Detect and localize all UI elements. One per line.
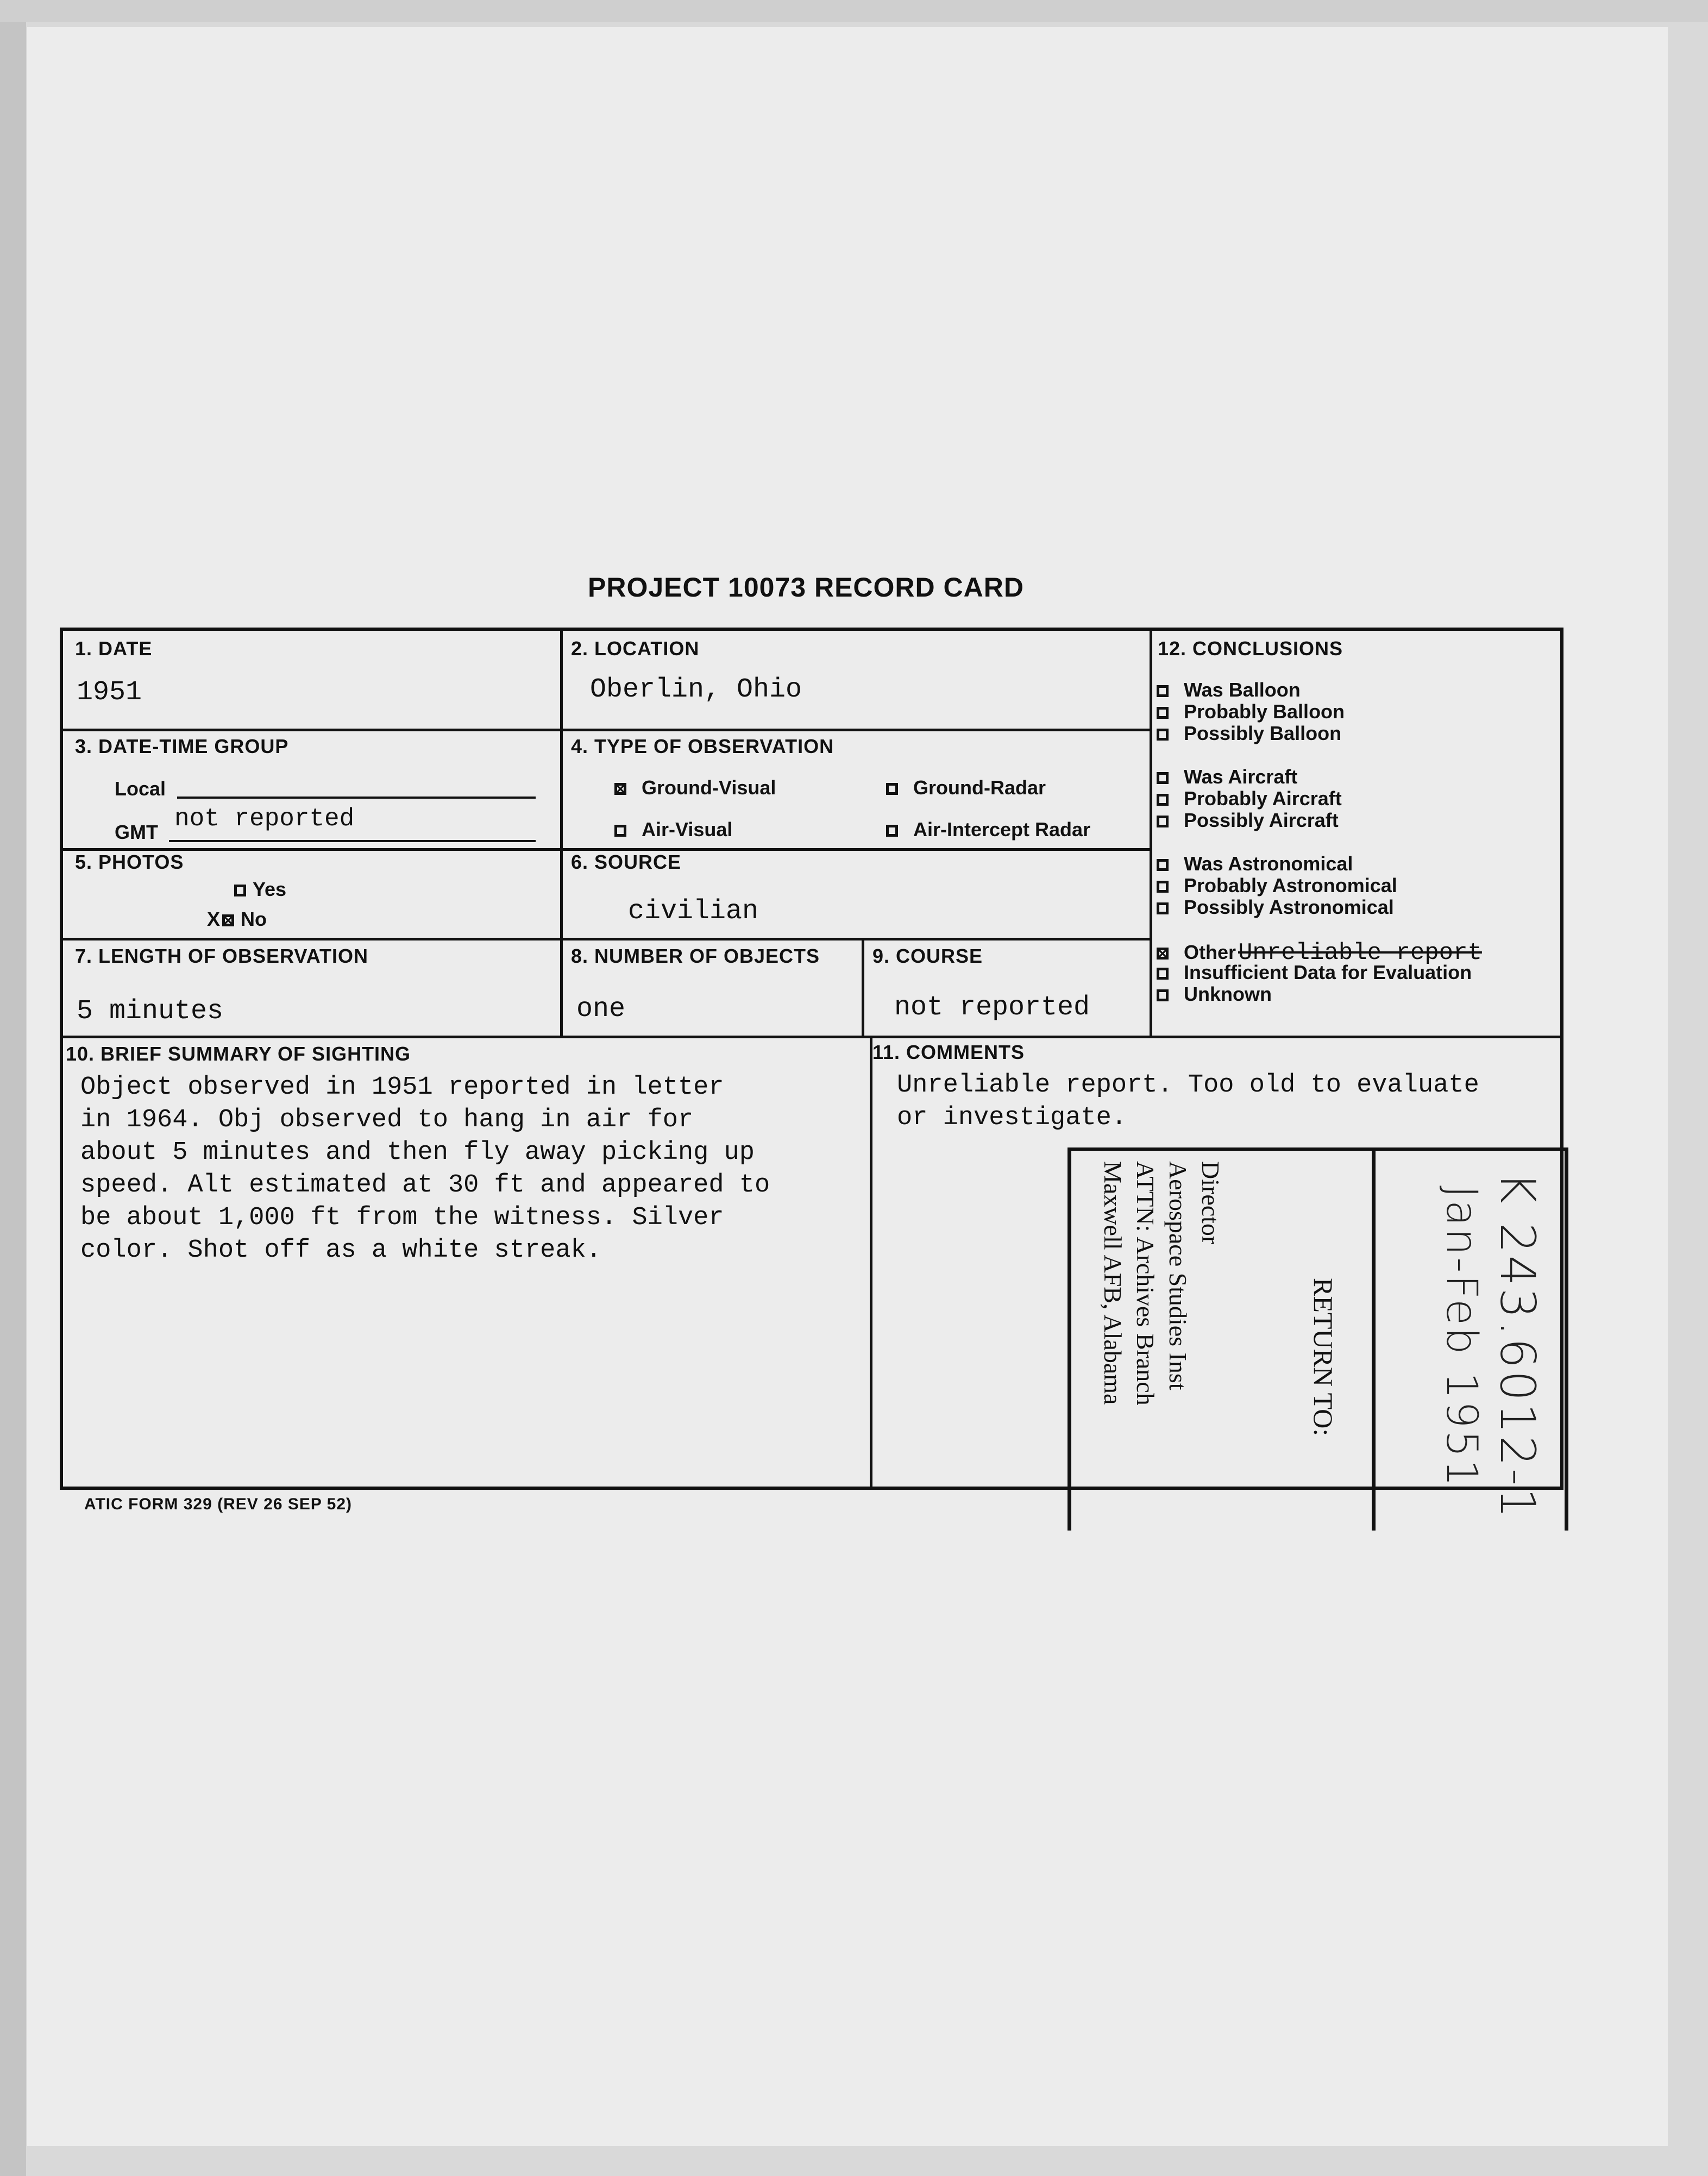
conclusion-option[interactable]	[1157, 874, 1397, 897]
gmt-value: not reported	[174, 805, 355, 833]
conclusion-label: Possibly Astronomical	[1184, 896, 1394, 918]
conclusion-label: Possibly Aircraft	[1184, 809, 1339, 831]
handwritten-date-range: Jan-Feb 1951	[1437, 1186, 1486, 1489]
observation-type-label: 4. TYPE OF OBSERVATION	[571, 735, 834, 757]
conclusion-option[interactable]	[1157, 787, 1342, 810]
row-divider-3	[63, 938, 1150, 940]
conclusion-label: Probably Aircraft	[1184, 787, 1342, 810]
gmt-underline	[169, 840, 536, 842]
local-label: Local	[115, 777, 166, 800]
conclusion-label: Was Balloon	[1184, 679, 1301, 701]
stamp-left-border	[1068, 1147, 1071, 1531]
col-divider-3	[862, 938, 864, 1036]
photos-yes-checkbox[interactable]	[234, 885, 246, 896]
comments-line-1: Unreliable report. Too old to evaluate	[897, 1071, 1479, 1100]
ground-visual-label: Ground-Visual	[642, 776, 776, 799]
photos-no-label: No	[241, 908, 267, 930]
ground-radar-label: Ground-Radar	[913, 776, 1046, 799]
stamp-return-to: RETURN TO:	[1308, 1278, 1339, 1437]
conclusion-insufficient-option[interactable]	[1157, 961, 1472, 984]
summary-label: 10. BRIEF SUMMARY OF SIGHTING	[66, 1043, 411, 1065]
comments-label: 11. COMMENTS	[872, 1041, 1025, 1063]
conclusion-option[interactable]	[1157, 896, 1394, 919]
summary-line-4: speed. Alt estimated at 30 ft and appeared to	[80, 1171, 770, 1200]
summary-line-5: be about 1,000 ft from the witness. Silver	[80, 1203, 724, 1232]
handwritten-call-number: K 243.6012-1	[1490, 1172, 1546, 1521]
summary-line-3: about 5 minutes and then fly away picking up	[80, 1138, 755, 1167]
date-label: 1. DATE	[75, 637, 153, 660]
conclusion-option[interactable]	[1157, 700, 1345, 723]
conclusion-unknown-option[interactable]	[1157, 983, 1272, 1006]
other-checkbox[interactable]	[1157, 948, 1169, 960]
conclusion-label: Was Astronomical	[1184, 852, 1353, 875]
photos-yes-option[interactable]	[234, 878, 286, 901]
local-underline	[177, 797, 536, 799]
course-value: not reported	[894, 992, 1090, 1023]
scan-side-band	[0, 22, 26, 2176]
photos-no-mark: X	[207, 908, 221, 930]
scan-top-band	[0, 0, 1708, 22]
unknown-label: Unknown	[1184, 983, 1272, 1005]
row-divider-1	[63, 729, 1150, 731]
air-intercept-radar-label: Air-Intercept Radar	[913, 818, 1091, 841]
conclusions-label: 12. CONCLUSIONS	[1158, 637, 1343, 660]
conclusion-checkbox[interactable]	[1157, 902, 1169, 914]
stamp-line-2: Aerospace Studies Inst	[1164, 1161, 1192, 1390]
stamp-line-1: Director	[1197, 1161, 1225, 1245]
conclusion-checkbox[interactable]	[1157, 707, 1169, 719]
option-ground-radar[interactable]	[886, 776, 1046, 799]
conclusion-checkbox[interactable]	[1157, 772, 1169, 784]
summary-line-2: in 1964. Obj observed to hang in air for	[80, 1106, 694, 1134]
air-visual-label: Air-Visual	[642, 818, 733, 841]
date-value: 1951	[77, 677, 142, 708]
form-identifier: ATIC FORM 329 (REV 26 SEP 52)	[84, 1495, 353, 1513]
option-air-visual[interactable]	[614, 818, 732, 841]
conclusion-checkbox[interactable]	[1157, 685, 1169, 697]
conclusion-option[interactable]	[1157, 809, 1339, 832]
photos-no-option[interactable]	[207, 908, 267, 931]
conclusion-checkbox[interactable]	[1157, 881, 1169, 893]
air-visual-checkbox[interactable]	[614, 825, 626, 837]
air-intercept-radar-checkbox[interactable]	[886, 825, 898, 837]
conclusion-checkbox[interactable]	[1157, 859, 1169, 871]
conclusion-option[interactable]	[1157, 722, 1341, 745]
col-divider-4	[870, 1036, 872, 1487]
other-value: Unreliable report	[1238, 939, 1482, 967]
number-of-objects-label: 8. NUMBER OF OBJECTS	[571, 945, 820, 967]
conclusion-option[interactable]	[1157, 679, 1301, 701]
stamp-middle-border	[1372, 1147, 1376, 1531]
option-air-intercept-radar[interactable]	[886, 818, 1090, 841]
ground-radar-checkbox[interactable]	[886, 783, 898, 795]
conclusion-label: Probably Astronomical	[1184, 874, 1397, 896]
col-divider-1	[560, 631, 563, 1036]
stamp-line-3: ATTN: Archives Branch	[1132, 1161, 1159, 1406]
number-of-objects-value: one	[576, 994, 626, 1025]
source-label: 6. SOURCE	[571, 851, 682, 873]
insufficient-checkbox[interactable]	[1157, 968, 1169, 980]
option-ground-visual[interactable]	[614, 776, 776, 799]
row-divider-4	[63, 1036, 1560, 1038]
date-time-group-label: 3. DATE-TIME GROUP	[75, 735, 289, 757]
location-value: Oberlin, Ohio	[590, 674, 802, 705]
insufficient-label: Insufficient Data for Evaluation	[1184, 961, 1472, 983]
length-label: 7. LENGTH OF OBSERVATION	[75, 945, 369, 967]
source-value: civilian	[628, 896, 759, 927]
photos-label: 5. PHOTOS	[75, 851, 184, 873]
comments-line-2: or investigate.	[897, 1103, 1127, 1132]
conclusion-checkbox[interactable]	[1157, 729, 1169, 741]
card-title: PROJECT 10073 RECORD CARD	[588, 572, 1024, 603]
summary-line-1: Object observed in 1951 reported in letter	[80, 1073, 724, 1102]
stamp-right-border	[1565, 1147, 1568, 1531]
photos-no-checkbox[interactable]	[222, 914, 234, 926]
conclusion-label: Possibly Balloon	[1184, 722, 1342, 744]
stamp-top-border	[1068, 1147, 1567, 1151]
photos-yes-label: Yes	[253, 878, 287, 900]
course-label: 9. COURSE	[872, 945, 983, 967]
conclusion-checkbox[interactable]	[1157, 794, 1169, 806]
length-value: 5 minutes	[77, 996, 224, 1027]
return-to-stamp	[1068, 1147, 1575, 1528]
conclusion-label: Was Aircraft	[1184, 766, 1298, 788]
unknown-checkbox[interactable]	[1157, 989, 1169, 1001]
conclusion-label: Probably Balloon	[1184, 700, 1345, 723]
other-label: Other	[1184, 941, 1236, 963]
conclusion-option[interactable]	[1157, 852, 1353, 875]
conclusion-checkbox[interactable]	[1157, 816, 1169, 827]
location-label: 2. LOCATION	[571, 637, 700, 660]
ground-visual-checkbox[interactable]	[614, 783, 626, 795]
conclusion-option[interactable]	[1157, 766, 1297, 788]
col-divider-2	[1150, 631, 1152, 1036]
summary-line-6: color. Shot off as a white streak.	[80, 1236, 601, 1265]
gmt-label: GMT	[115, 821, 158, 843]
stamp-line-4: Maxwell AFB, Alabama	[1099, 1161, 1127, 1405]
